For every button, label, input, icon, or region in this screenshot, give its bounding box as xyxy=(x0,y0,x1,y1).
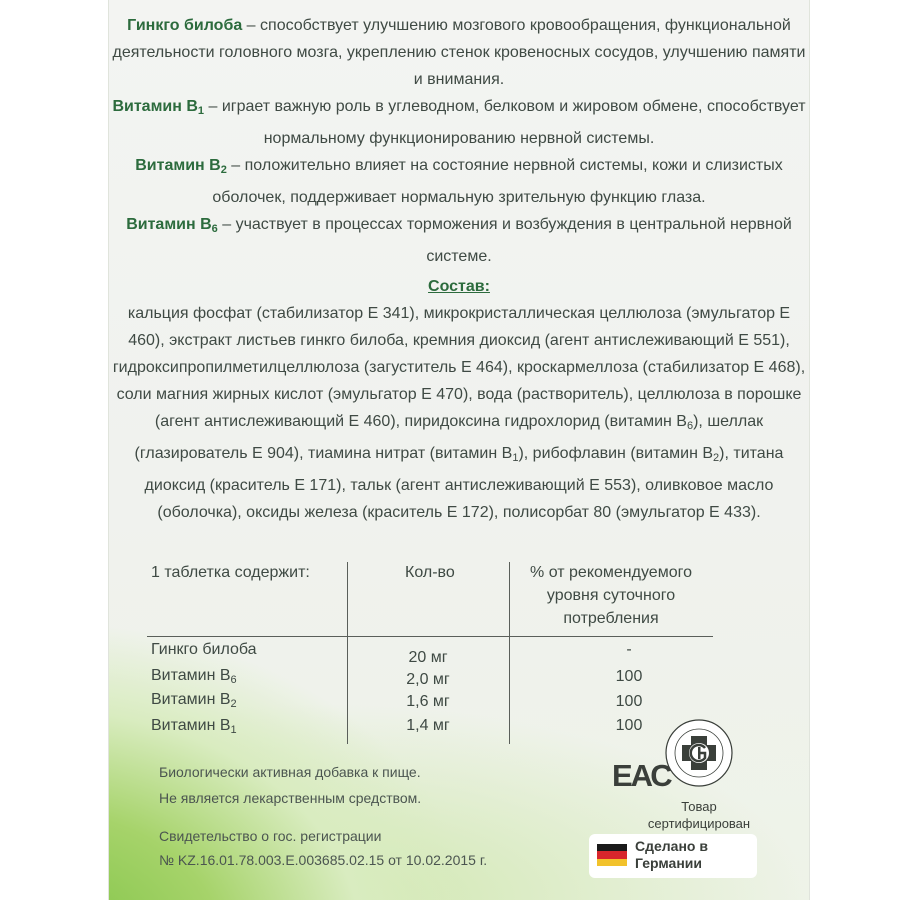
b6-description xyxy=(109,211,809,270)
table-header-percent xyxy=(511,561,711,630)
b1-name: Витамин B xyxy=(112,98,198,115)
registration-label: Свидетельство о гос. регистрации xyxy=(159,828,382,844)
b2-subscript: 2 xyxy=(220,164,227,176)
composition-sub-2: 2 xyxy=(713,452,720,464)
row-quantity: 20 мг xyxy=(408,649,448,666)
certified-caption xyxy=(639,798,759,832)
row-quantity: 1,4 мг xyxy=(406,717,450,734)
row-quantity: 2,0 мг xyxy=(406,671,450,688)
composition-part-4: ), титана диоксид (краситель E 171), тальк (агент антислеживающий E 553), оливковое масло (оболочка), оксиды железа (краситель E 172), полисорбат 80 (эмульгатор E 433). xyxy=(144,445,784,521)
row-name xyxy=(151,716,237,740)
registration-number: № KZ.16.01.78.003.E.003685.02.15 от 10.02.2015 г. xyxy=(159,852,488,868)
b1-text: – играет важную роль в углеводном, белковом и жировом обмене, способствует нормальному функционированию нервной системы. xyxy=(204,98,806,147)
supplement-note: Биологически активная добавка к пище. xyxy=(159,764,421,780)
b6-subscript: 6 xyxy=(211,223,218,235)
made-in-line1: Сделано в xyxy=(635,838,708,854)
certified-line1: Товар xyxy=(681,799,717,814)
table-header-quantity: Кол-во xyxy=(405,564,455,581)
ginkgo-text: – способствует улучшению мозгового кровообращения, функциональной деятельности головного мозга, укреплению стенок кровеносных сосудов, улучшению памяти и внимания. xyxy=(112,17,806,88)
not-medicine-note: Не является лекарственным средством. xyxy=(159,790,422,806)
germany-flag-icon xyxy=(597,844,627,866)
table-divider-2 xyxy=(509,562,510,744)
eac-mark: ЕАС xyxy=(612,758,671,793)
composition-part-2: ), шеллак (глазирователь E 904), тиамина нитрат (витамин B xyxy=(134,413,764,462)
ginkgo-name: Гинкго билоба xyxy=(127,17,243,34)
row-name xyxy=(151,690,237,714)
b1-subscript: 1 xyxy=(197,105,205,117)
row-name-sub: 1 xyxy=(230,724,237,736)
composition-title: Состав: xyxy=(428,278,490,295)
certified-line2: сертифицирован xyxy=(647,816,751,831)
row-name xyxy=(151,666,237,690)
flag-stripe-red xyxy=(597,851,627,858)
b2-text: – положительно влияет на состояние нервной системы, кожи и слизистых оболочек, поддерживает нормальную зрительную функцию глаза. xyxy=(212,157,783,206)
row-name-text: Витамин B xyxy=(151,691,231,708)
row-name-sub: 2 xyxy=(230,698,237,710)
ingredient-descriptions xyxy=(109,12,809,270)
composition-text xyxy=(109,300,809,526)
table-header-portion: 1 таблетка содержит: xyxy=(151,564,310,581)
b6-text: – участвует в процессах торможения и возбуждения в центральной нервной системе. xyxy=(217,216,792,265)
flag-stripe-gold xyxy=(597,859,627,866)
table-header-percent-line2: уровня суточного xyxy=(546,587,676,604)
b1-description xyxy=(109,93,809,152)
composition-paragraph xyxy=(109,300,809,526)
package-panel xyxy=(108,0,810,900)
composition-part-3: ), рибофлавин (витамин B xyxy=(518,445,714,462)
row-percent: 100 xyxy=(615,717,643,734)
table-header-rule xyxy=(147,636,713,637)
table-header-percent-line1: % от рекомендуемого xyxy=(530,564,692,581)
row-name-text: Витамин B xyxy=(151,667,231,684)
row-name xyxy=(151,640,257,664)
b2-name: Витамин B xyxy=(135,157,221,174)
made-in-germany-badge xyxy=(589,834,757,878)
table-header-percent-line3: потребления xyxy=(563,610,659,627)
row-name-text: Гинкго билоба xyxy=(151,641,257,658)
composition-part-1: кальция фосфат (стабилизатор E 341), микрокристаллическая целлюлоза (эмульгатор E 460), экстракт листьев гинкго билоба, кремния диоксид (агент антислеживающий E 551), гидроксипропилметилцеллюлоза (загуститель E 464), кроскармеллоза (стабилизатор E 468), соли магния жирных кислот (эмульгатор E 470), вода (растворитель), целлюлоза в порошке (агент антислеживающий E 460), пиридоксина гидрохлорид (витамин B xyxy=(112,305,806,430)
b6-name: Витамин B xyxy=(126,216,212,233)
certification-seal-icon xyxy=(664,718,734,788)
row-percent: - xyxy=(626,641,632,658)
row-percent: 100 xyxy=(615,668,643,685)
row-percent: 100 xyxy=(615,693,643,710)
composition-sub-1: 1 xyxy=(512,452,519,464)
made-in-line2: Германии xyxy=(635,855,703,871)
flag-stripe-black xyxy=(597,844,627,851)
made-in-text xyxy=(635,838,708,872)
row-name-sub: 6 xyxy=(230,674,237,686)
composition-sub-6: 6 xyxy=(686,420,694,432)
ginkgo-description xyxy=(109,12,809,93)
row-quantity: 1,6 мг xyxy=(406,693,450,710)
b2-description xyxy=(109,152,809,211)
row-name-text: Витамин B xyxy=(151,717,231,734)
